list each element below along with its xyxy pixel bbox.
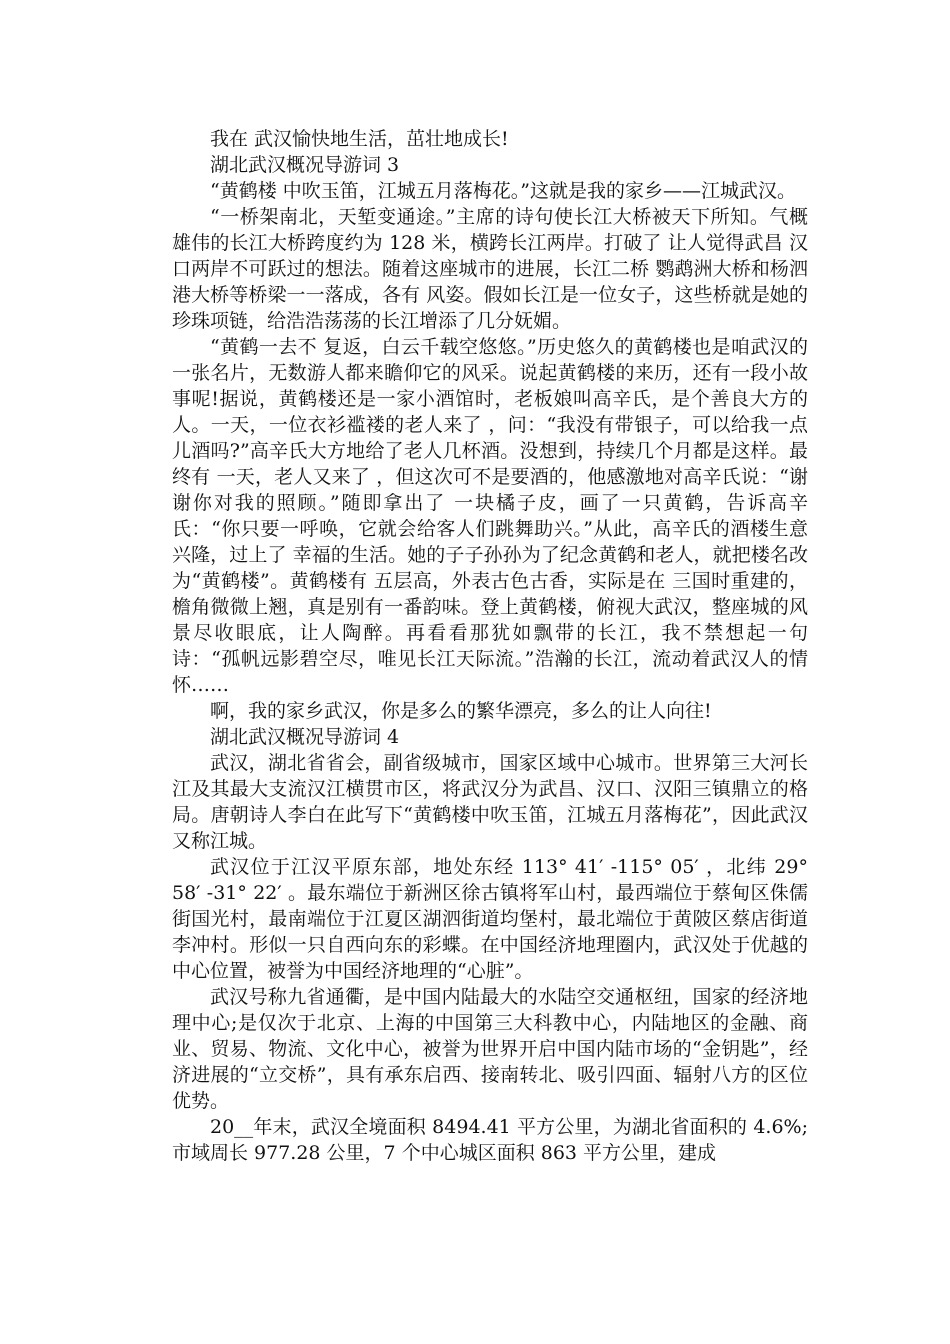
paragraph-bridges: “一桥架南北，天堑变通途。”主席的诗句使长江大桥被天下所知。气概雄伟的长江大桥跨度约为 128 米，横跨长江两岸。打破了 让人觉得武昌 汉口两岸不可跃过的想法。随着这座城市的进展，长江二桥 鹦鹉洲大桥和杨泗港大桥等桥梁一一落成，各有 风姿。假如长江是一位女子，这些桥就是她的珍珠项链，给浩浩荡荡的长江增添了几分妩媚。 <box>172 206 808 332</box>
section-heading-3: 湖北武汉概况导游词 3 <box>210 154 400 176</box>
paragraph-location: 武汉位于江汉平原东部，地处东经 113° 41′ -115° 05′ ，北纬 29° 58′ -31° 22′ 。最东端位于新洲区徐古镇将军山村，最西端位于蔡甸区侏儒街国光村，最南端位于江夏区湖泗街道均堡村，最北端位于黄陂区蔡店街道李冲村。形似一只自西向东的彩蝶。在中国经济地理圈内，武汉处于优越的中心位置，被誉为中国经济地理的“心脏”。 <box>172 856 808 982</box>
paragraph-closing-line: 我在 武汉愉快地生活，茁壮地成长! <box>210 128 509 150</box>
paragraph-yellow-crane-tower: “黄鹤一去不 复返，白云千载空悠悠。”历史悠久的黄鹤楼也是咱武汉的一张名片，无数游人都来瞻仰它的风采。说起黄鹤楼的来历，还有一段小故事呢!据说，黄鹤楼还是一家小酒馆时，老板娘叫高辛氏，是个善良大方的人。一天，一位衣衫褴褛的老人来了 ，问：“我没有带银子，可以给我一点儿酒吗?”高辛氏大方地给了老人几杯酒。没想到，持续几个月都是这样。最终有 一天，老人又来了 ，但这次可不是要酒的，他感激地对高辛氏说：“谢谢你对我的照顾。”随即拿出了 一块橘子皮，画了一只黄鹤，告诉高辛氏：“你只要一呼唤，它就会给客人们跳舞助兴。”从此，高辛氏的酒楼生意兴隆，过上了 幸福的生活。她的子子孙孙为了纪念黄鹤和老人，就把楼名改为“黄鹤楼”。黄鹤楼有 五层高，外表古色古香，实际是在 三国时重建的，檐角微微上翘，真是别有一番韵味。登上黄鹤楼，俯视大武汉，整座城的风景尽收眼底，让人陶醉。再看看那犹如飘带的长江，我不禁想起一句诗：“孤帆远影碧空尽，唯见长江天际流。”浩瀚的长江，流动着武汉人的情怀…… <box>172 336 808 696</box>
document-body <box>172 126 808 1166</box>
paragraph-hometown-praise: 啊，我的家乡武汉，你是多么的繁华漂亮，多么的让人向往! <box>210 700 712 722</box>
paragraph-transport-hub: 武汉号称九省通衢，是中国内陆最大的水陆空交通枢纽，国家的经济地理中心;是仅次于北京、上海的中国第三大科教中心，内陆地区的金融、商业、贸易、物流、文化中心，被誉为世界开启中国内陆市场的“金钥匙”，经济进展的“立交桥”，具有承东启西、接南转北、吸引四面、辐射八方的区位优势。 <box>172 986 808 1112</box>
paragraph-area: 20__年末，武汉全境面积 8494.41 平方公里，为湖北省面积的 4.6%;市域周长 977.28 公里，7 个中心城区面积 863 平方公里，建成 <box>172 1116 808 1164</box>
paragraph-intro-poem: “黄鹤楼 中吹玉笛，江城五月落梅花。”这就是我的家乡——江城武汉。 <box>210 180 796 202</box>
section-heading-4: 湖北武汉概况导游词 4 <box>210 726 400 748</box>
paragraph-wuhan-overview: 武汉，湖北省省会，副省级城市，国家区域中心城市。世界第三大河长江及其最大支流汉江横贯市区，将武汉分为武昌、汉口、汉阳三镇鼎立的格局。唐朝诗人李白在此写下“黄鹤楼中吹玉笛，江城五月落梅花”，因此武汉又称江城。 <box>172 752 808 852</box>
